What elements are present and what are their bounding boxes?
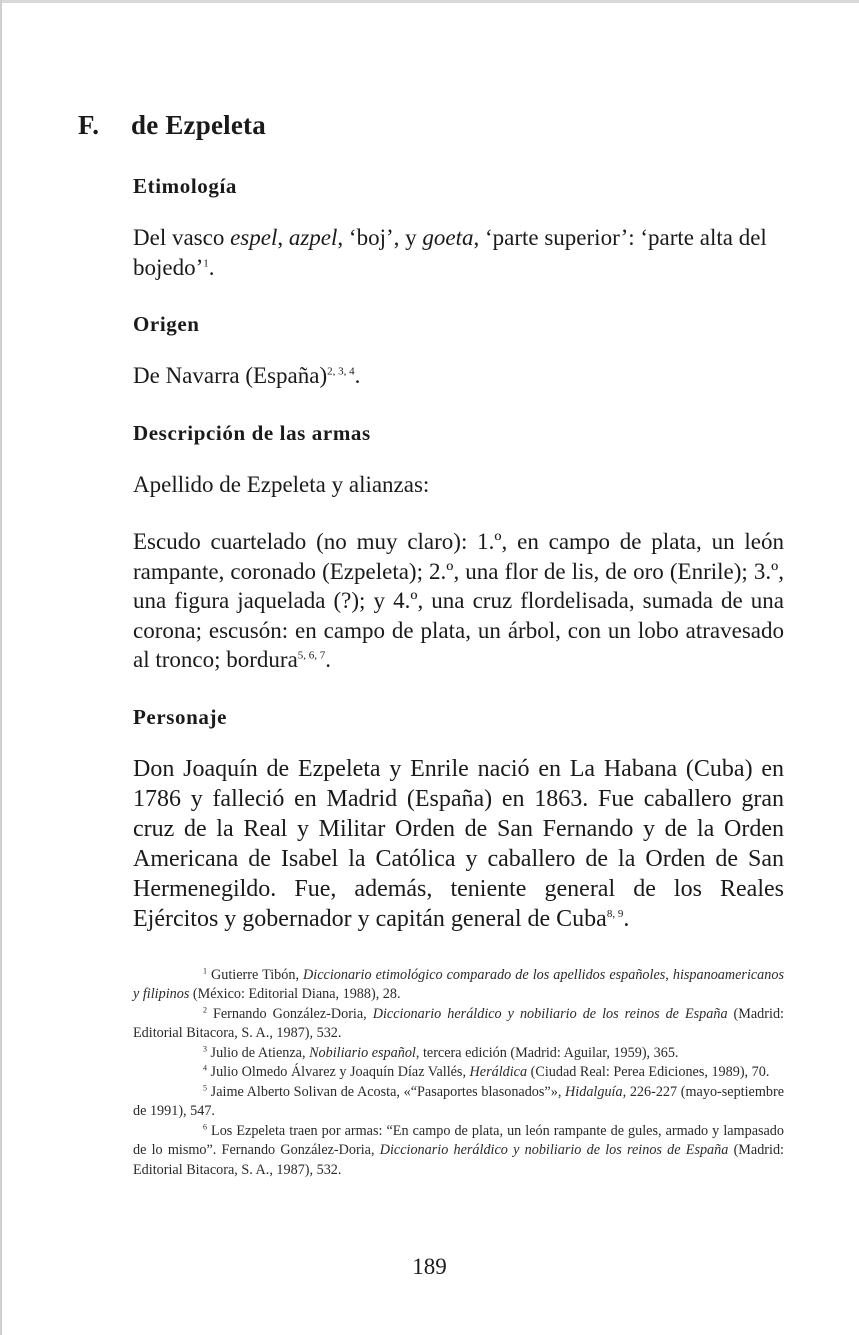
page-number: 189: [412, 1254, 447, 1279]
text-run: Jaime Alberto Solivan de Acosta, «“Pasaportes blasonados”»,: [207, 1083, 566, 1100]
page-edge-top: [0, 0, 859, 3]
footnote: [133, 1044, 784, 1064]
italic-term: goeta: [422, 225, 474, 250]
text-run: Julio Olmedo Álvarez y Joaquín Díaz Vallés,: [207, 1064, 470, 1080]
footnote-title: Diccionario etimológico comparado de los apellidos españoles, hispanoamericanos y filipinos: [133, 966, 784, 1002]
text-run: (Ciudad Real: Perea Ediciones, 1989), 70.: [527, 1064, 770, 1080]
section-heading-descripcion: Descripción de las armas: [133, 420, 371, 445]
page-content: [78, 100, 784, 1180]
footnotes: [133, 966, 784, 1181]
footnote-number: 3: [203, 1043, 207, 1053]
text-run: .: [623, 905, 630, 932]
footnote-number: 5: [203, 1082, 207, 1092]
footnote-title: Nobiliario español: [309, 1044, 416, 1061]
section-heading-personaje: Personaje: [133, 704, 228, 729]
footnote-reference: 2, 3, 4: [327, 365, 355, 378]
italic-term: espel: [230, 225, 278, 250]
footnote-title: Diccionario heráldico y nobiliario de los reinos de España: [372, 1005, 728, 1022]
footnote: [133, 1122, 784, 1181]
text-run: Los Ezpeleta traen por armas: “En campo de plata, un león rampante de gules, armado y lampasado de lo mismo”. Fernando González-Doria,: [133, 1122, 784, 1158]
text-run: Julio de Atienza,: [207, 1044, 310, 1061]
text-run: , tercera edición (Madrid: Aguilar, 1959), 365.: [415, 1044, 679, 1061]
footnote: [133, 966, 784, 1005]
text-run: , ‘parte superior’: ‘parte alta del bojedo’: [133, 225, 767, 280]
text-run: De Navarra (España): [133, 363, 328, 388]
footnote-title: Hidalguía: [565, 1083, 623, 1100]
paragraph-descripcion-escudo: [133, 527, 784, 675]
text-run: , 226-227 (mayo-septiembre de 1991), 547.: [133, 1083, 784, 1119]
chapter-letter: F.: [78, 110, 100, 140]
text-run: (Madrid: Editorial Bitacora, S. A., 1987), 532.: [133, 1142, 784, 1178]
text-run: .: [325, 647, 332, 672]
text-run: (México: Editorial Diana, 1988), 28.: [189, 986, 401, 1002]
paragraph-personaje: [133, 754, 784, 934]
footnote-number: 4: [203, 1063, 207, 1073]
chapter-heading: [78, 100, 784, 160]
paragraph-descripcion-intro: Apellido de Ezpeleta y alianzas:: [133, 471, 430, 497]
text-run: Escudo cuartelado (no muy claro): 1.º, en campo de plata, un león rampante, coronado (Ezpeleta); 2.º, una flor de lis, de oro (Enrile); 3.º, una figura jaquelada (?); y 4.º, una cruz flordelisada, sumada de una corona; escusón: en campo de plata, un árbol, con un lobo atravesado al tronco; bordura: [133, 529, 784, 672]
section-heading-etimologia: Etimología: [133, 174, 237, 198]
footnote-reference: 1: [203, 256, 209, 269]
footnote-title: Diccionario heráldico y nobiliario de los reinos de España: [379, 1142, 729, 1158]
footnote: [133, 1005, 784, 1044]
footnote-number: 6: [203, 1121, 207, 1131]
text-run: .: [208, 254, 215, 280]
footnote: [133, 1083, 784, 1122]
italic-term: azpel: [288, 225, 338, 250]
section-heading-origen: Origen: [133, 312, 200, 336]
footnote-reference: 5, 6, 7: [297, 649, 326, 662]
page-edge-left: [0, 0, 2, 1335]
paragraph-origen: [133, 361, 784, 391]
footnote-number: 2: [203, 1004, 207, 1014]
text-run: Fernando González-Doria,: [207, 1005, 373, 1022]
text-run: .: [354, 363, 361, 388]
text-run: Del vasco: [133, 225, 231, 250]
text-run: Gutierre Tibón,: [207, 966, 304, 983]
paragraph-etimologia: [133, 223, 784, 282]
text-run: ,: [277, 225, 289, 250]
chapter-title: de Ezpeleta: [131, 110, 266, 140]
text-run: Don Joaquín de Ezpeleta y Enrile nació en La Habana (Cuba) en 1786 y falleció en Madrid (España) en 1863. Fue caballero gran cruz de la Real y Militar Orden de San Fernando y de la Orden Americana de Isabel la Católica y caballero de la Orden de San Hermenegildo. Fue, además, teniente general de los Reales Ejércitos y gobernador y capitán general de Cuba: [133, 755, 784, 932]
footnote-title: Heráldica: [469, 1064, 528, 1080]
footnote: [133, 1063, 784, 1083]
footnote-number: 1: [203, 965, 207, 975]
text-run: (Madrid: Editorial Bitacora, S. A., 1987), 532.: [133, 1005, 784, 1041]
text-run: , ‘boj’, y: [337, 225, 423, 250]
footnote-reference: 8, 9: [606, 907, 624, 920]
